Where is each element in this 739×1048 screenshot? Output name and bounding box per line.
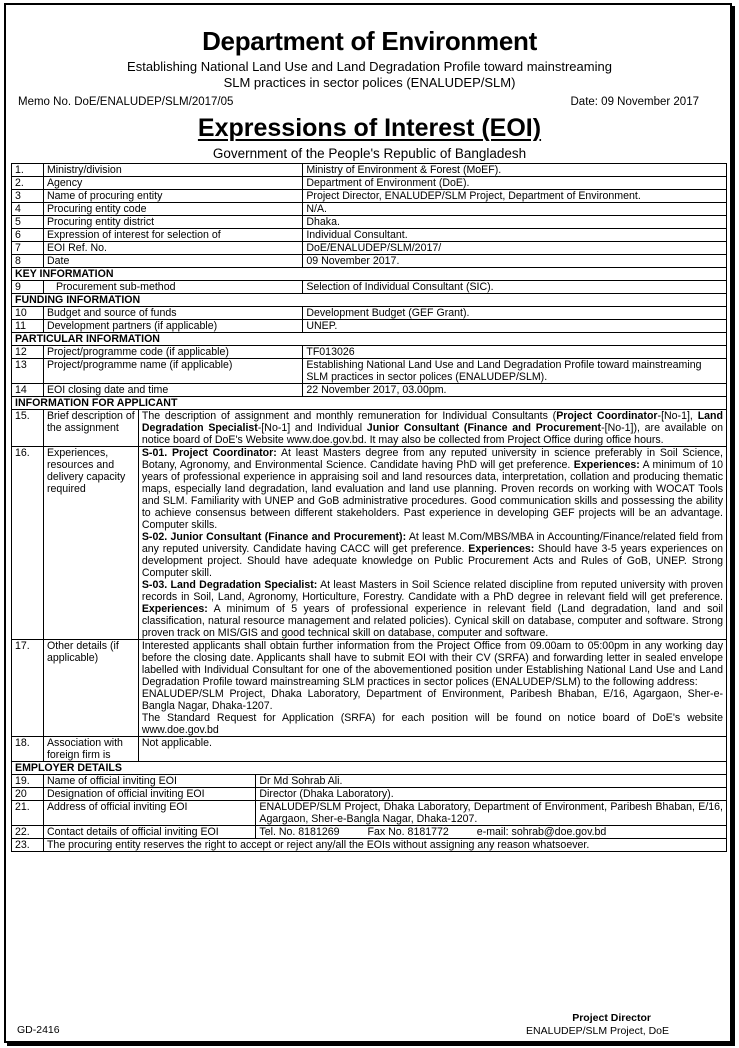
other-details: Interested applicants shall obtain further information from the Project Office from 09.00am to 05:00pm in any working day before the closing date. Applicants shall have to submit EOI with their CV (SRFA) and forwarding letter in sealed envelope labelled with Individual Consultant for one of the abovementioned position under Establishing National Land Use and Land Degradation Profile toward mainstreaming SLM practices in sector polices (ENALUDEP/SLM) to the following address: ENALUDEP/SLM Project, Dhaka Laboratory, Department of Environment, Paribesh Bhaban, E/16, Agargaon, Sher-e-Bangla Nagar, Dhaka-1207. The Standard Request for Application (SRFA) for each position will be found on notice board of DoE's website www.doe.gov.bd [138,640,726,737]
table-row [12,281,727,294]
table-row-21: 21. Address of official inviting EOI ENALUDEP/SLM Project, Dhaka Laboratory, Department of Environment, Paribesh Bhaban, E/16, Agargaon, Sher-e-Bangla Nagar, Dhaka-1207. [12,801,727,826]
eoi-table [11,163,727,852]
table-row-19: 19. Name of official inviting EOI Dr Md Sohrab Ali. [12,775,727,788]
government-line: Government of the People's Republic of Bangladesh [212,146,527,161]
row-number: 3 [12,190,44,203]
row-value: 09 November 2017. [303,255,727,268]
row-number: 11 [12,320,44,333]
row-value: N/A. [303,203,727,216]
table-row-22: 22. Contact details of official inviting EOI Tel. No. 8181269 Fax No. 8181772 e-mail: sohrab@doe.gov.bd [12,826,727,839]
document-code: GD-2416 [17,1024,60,1036]
table-row-15: 15. Brief description of the assignment The description of assignment and monthly remuneration for Individual Consultants (Project Coordinator-[No-1], Land Degradation Specialist-[No-1] and Individual Junior Consultant (Finance and Procurement-[No-1]), are available on notice board of DoE's Website www.doe.gov.bd. It may also be collected from Project Office during office hours. [12,410,727,447]
row-value: Dhaka. [303,216,727,229]
table-row-23: 23. The procuring entity reserves the right to accept or reject any/all the EOIs without assigning any reason whatsoever. [12,839,727,852]
row-number: 8 [12,255,44,268]
memo-date: Date: 09 November 2017 [570,96,699,108]
row-value: UNEP. [303,320,727,333]
row-number: 6 [12,229,44,242]
memo-number: Memo No. DoE/ENALUDEP/SLM/2017/05 [18,96,234,108]
row-number: 2. [12,177,44,190]
table-row [12,190,727,203]
row-value: Department of Environment (DoE). [303,177,727,190]
row-value: Development Budget (GEF Grant). [303,307,727,320]
row-value: Establishing National Land Use and Land Degradation Profile toward mainstreaming SLM practices in sector polices (ENALUDEP/SLM). [303,359,727,384]
table-row [12,346,727,359]
table-row [12,359,727,384]
table-row-16: 16. Experiences, resources and delivery capacity required S-01. Project Coordinator: At least Masters degree from any reputed university in science preferably in Soil Science, Botany, Agronomy, and Environmental Science. Candidate having PhD will get preference. Experiences: A minimum of 10 years of professional experience in appraising soil and land resources data, interpretation, collation and producing thematic maps, especially land degradation, land evaluation and land use planning. Proven records on working with WOCAT Tools and SLM. Familiarity with UNEP and GoB administrative procedures. Good communication skills and possessing the ability to achieve consensus between different stakeholders. Past experience in developing GEF projects will be an advantage. Computer skills. S-02. Junior Consultant (Finance and Procurement): At least M.Com/MBS/MBA in Accounting/Finance/related field from any reputed university. Candidate having CACC will get preference. Experiences: Should have 3-5 years experiences on development project. Should have adequate knowledge on Public Procurement Acts and Rules of GoB, UNEP. Strong Computer skill. S-03. Land Degradation Specialist: At least Masters in Soil Science related discipline from reputed university with proven records in Soil, Land, Agronomy, Horticulture, Forestry. Candidate with a PhD degree in relevant field will get preference. Experiences: A minimum of 5 years of professional experience in relevant field (Land degradation, land and soil classification, natural resource management and related policies). Cynical skill on database, computer and software. Strong proven track on MIS/GIS and good technical skill on database, computer and software. [12,447,727,640]
row-label: EOI Ref. No. [43,242,302,255]
table-row [12,307,727,320]
row-number: 12 [12,346,44,359]
section-particular-information: PARTICULAR INFORMATION [12,333,727,346]
row-number: 13 [12,359,44,384]
table-row [12,216,727,229]
project-subtitle: Establishing National Land Use and Land Degradation Profile toward mainstreaming SLM practices in sector polices (ENALUDEP/SLM) [127,59,612,90]
row-value: Ministry of Environment & Forest (MoEF). [303,164,727,177]
row-number: 9 [12,281,44,294]
row-value: Selection of Individual Consultant (SIC). [303,281,727,294]
row-label: Development partners (if applicable) [43,320,302,333]
row-label: Budget and source of funds [43,307,302,320]
table-row [12,255,727,268]
row-value: DoE/ENALUDEP/SLM/2017/ [303,242,727,255]
table-row-20: 20 Designation of official inviting EOI Director (Dhaka Laboratory). [12,788,727,801]
table-row [12,320,727,333]
section-key-information: KEY INFORMATION [12,268,727,281]
row-number: 7 [12,242,44,255]
border-shadow-bottom [7,1043,735,1046]
table-row [12,229,727,242]
assignment-description: The description of assignment and monthly remuneration for Individual Consultants (Project Coordinator-[No-1], Land Degradation Specialist-[No-1] and Individual Junior Consultant (Finance and Procurement-[No-1]), are available on notice board of DoE's Website www.doe.gov.bd. It may also be collected from Project Office during office hours. [138,410,726,447]
table-row [12,164,727,177]
row-number: 10 [12,307,44,320]
row-label: Procuring entity district [43,216,302,229]
table-row [12,177,727,190]
experience-requirements: S-01. Project Coordinator: At least Masters degree from any reputed university in science preferably in Soil Science, Botany, Agronomy, and Environmental Science. Candidate having PhD will get preference. Experiences: A minimum of 10 years of professional experience in appraising soil and land resources data, interpretation, collation and producing thematic maps, especially land degradation, land evaluation and land use planning. Proven records on working with WOCAT Tools and SLM. Familiarity with UNEP and GoB administrative procedures. Good communication skills and possessing the ability to achieve consensus between different stakeholders. Past experience in developing GEF projects will be an advantage. Computer skills. S-02. Junior Consultant (Finance and Procurement): At least M.Com/MBS/MBA in Accounting/Finance/related field from any reputed university. Candidate having CACC will get preference. Experiences: Should have 3-5 years experiences on development project. Should have adequate knowledge on Public Procurement Acts and Rules of GoB, UNEP. Strong Computer skill. S-03. Land Degradation Specialist: At least Masters in Soil Science related discipline from reputed university with proven records in Soil, Land, Agronomy, Horticulture, Forestry. Candidate with a PhD degree in relevant field will get preference. Experiences: A minimum of 5 years of professional experience in relevant field (Land degradation, land and soil classification, natural resource management and related policies). Cynical skill on database, computer and software. Strong proven track on MIS/GIS and good technical skill on database, computer and software. [138,447,726,640]
row-label: Procuring entity code [43,203,302,216]
table-row [12,384,727,397]
table-row-17: 17. Other details (if applicable) Interested applicants shall obtain further information from the Project Office from 09.00am to 05:00pm in any working day before the closing date. Applicants shall have to submit EOI with their CV (SRFA) and forwarding letter in sealed envelope labelled with Individual Consultant for one of the abovementioned position under Establishing National Land Use and Land Degradation Profile toward mainstreaming SLM practices in sector polices (ENALUDEP/SLM) to the following address: ENALUDEP/SLM Project, Dhaka Laboratory, Department of Environment, Paribesh Bhaban, E/16, Agargaon, Sher-e-Bangla Nagar, Dhaka-1207. The Standard Request for Application (SRFA) for each position will be found on notice board of DoE's website www.doe.gov.bd [12,640,727,737]
section-funding-information: FUNDING INFORMATION [12,294,727,307]
section-information-for-applicant: INFORMATION FOR APPLICANT [12,397,727,410]
table-row [12,203,727,216]
row-label: Project/programme code (if applicable) [43,346,302,359]
row-label: Project/programme name (if applicable) [43,359,302,384]
row-label: Expression of interest for selection of [43,229,302,242]
row-label: Name of procuring entity [43,190,302,203]
contact-details: Tel. No. 8181269 Fax No. 8181772 e-mail: sohrab@doe.gov.bd [256,826,727,839]
row-number: 5 [12,216,44,229]
eoi-heading: Expressions of Interest (EOI) [197,114,542,142]
row-number: 4 [12,203,44,216]
row-label: Ministry/division [43,164,302,177]
department-title: Department of Environment [202,26,537,56]
row-number: 14 [12,384,44,397]
signatory-organization: ENALUDEP/SLM Project, DoE [526,1025,669,1037]
row-label: EOI closing date and time [43,384,302,397]
table-row-18: 18. Association with foreign firm is Not applicable. [12,737,727,762]
border-shadow-right [732,6,735,1046]
section-employer-details: EMPLOYER DETAILS [12,762,727,775]
row-label: Agency [43,177,302,190]
row-value: 22 November 2017, 03.00pm. [303,384,727,397]
row-number: 1. [12,164,44,177]
signatory-title: Project Director [572,1012,651,1024]
row-value: TF013026 [303,346,727,359]
row-label: Date [43,255,302,268]
row-value: Individual Consultant. [303,229,727,242]
row-label: Procurement sub-method [43,281,302,294]
table-row [12,242,727,255]
row-value: Project Director, ENALUDEP/SLM Project, Department of Environment. [303,190,727,203]
